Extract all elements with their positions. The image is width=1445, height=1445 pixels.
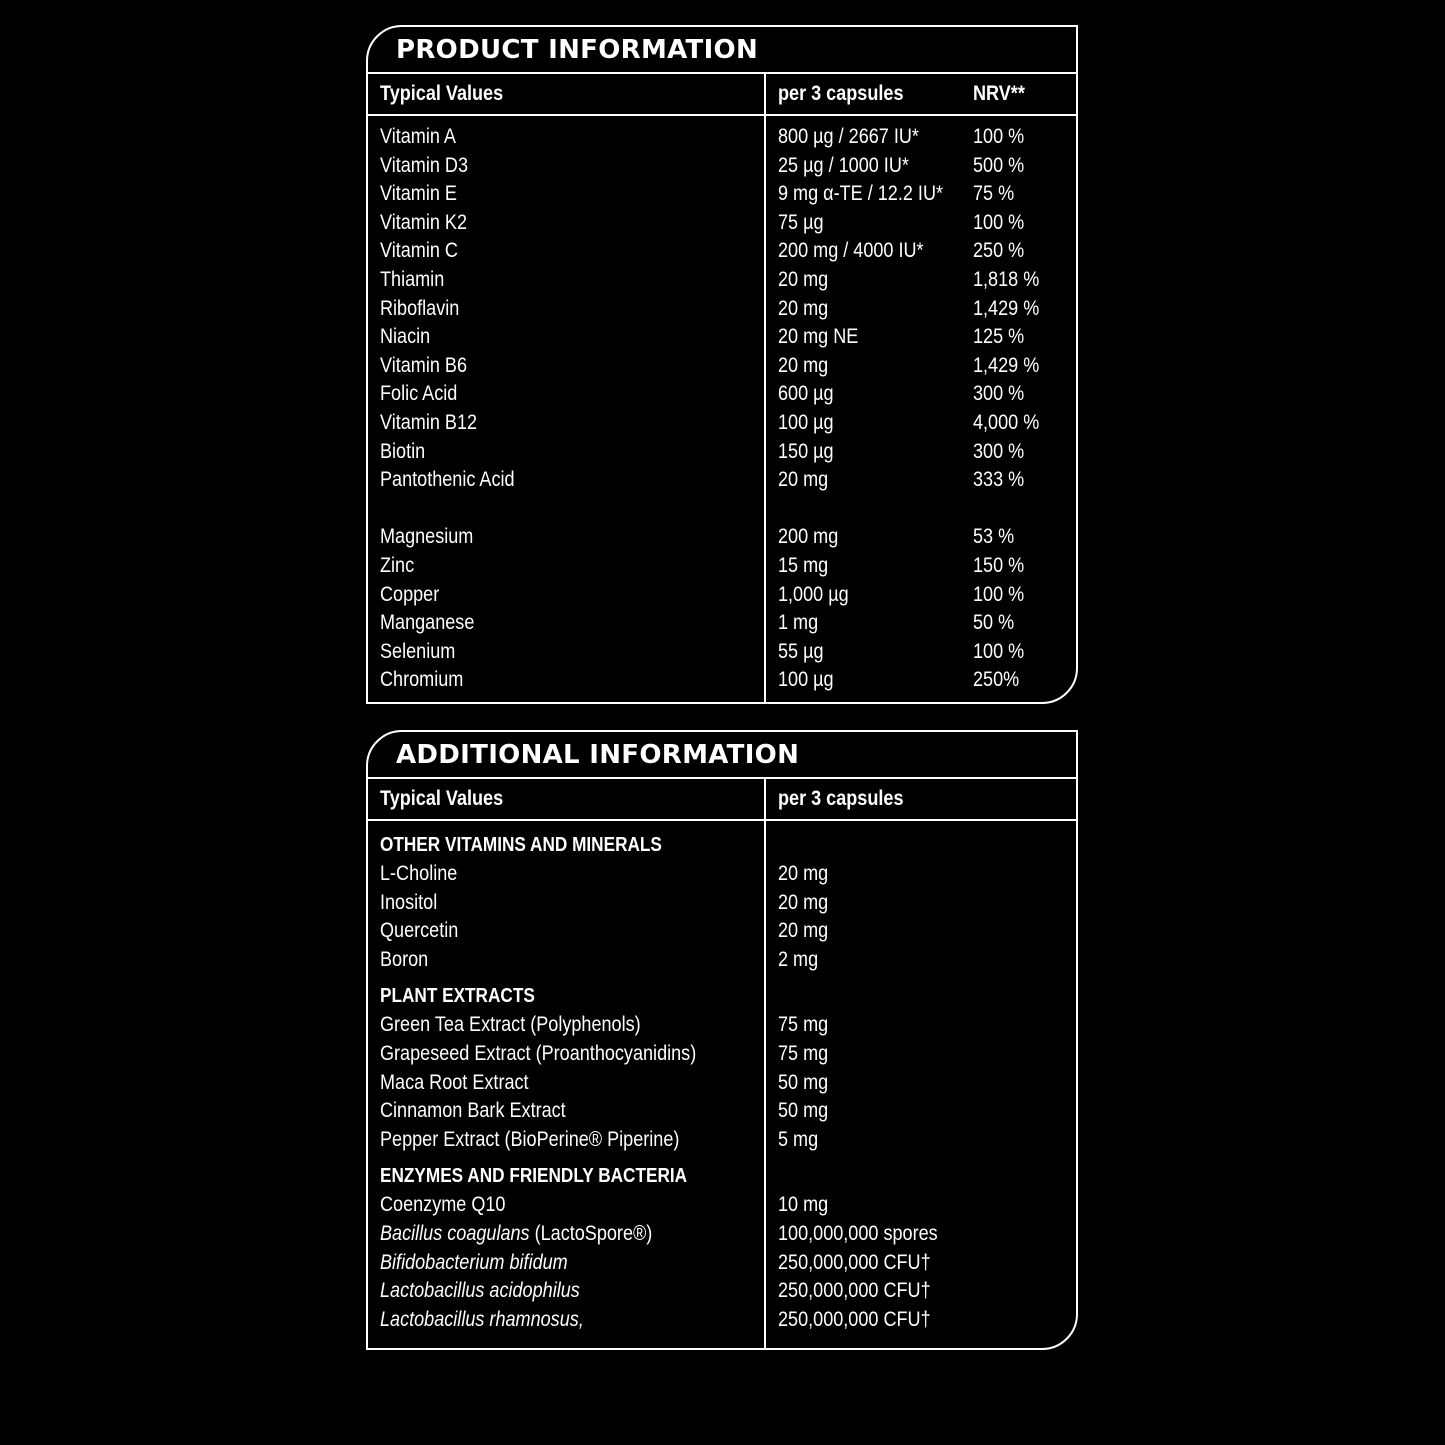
ingredient-amount: 50 mg xyxy=(778,1099,829,1123)
section-heading-label: OTHER VITAMINS AND MINERALS xyxy=(380,834,662,856)
product-header-row xyxy=(368,74,1076,116)
additional-rows xyxy=(368,821,1076,1334)
nutrient-nrv: 125 % xyxy=(973,325,1025,349)
nutrient-amount: 20 mg NE xyxy=(778,325,859,349)
nutrient-row xyxy=(368,295,1076,324)
nutrient-nrv: 75 % xyxy=(973,182,1015,206)
section-heading xyxy=(368,982,1076,1011)
ingredient-amount: 10 mg xyxy=(778,1193,829,1217)
nutrient-name: Copper xyxy=(380,582,440,606)
nutrient-amount: 1 mg xyxy=(778,611,819,635)
nutrient-row xyxy=(368,123,1076,152)
nutrient-amount: 20 mg xyxy=(778,468,829,492)
section-spacer xyxy=(368,1154,1076,1162)
nutrient-amount: 600 µg xyxy=(778,382,834,406)
section-heading-label: ENZYMES AND FRIENDLY BACTERIA xyxy=(380,1165,688,1188)
section-heading-label: PLANT EXTRACTS xyxy=(380,985,535,1008)
nutrient-name: Pantothenic Acid xyxy=(380,468,515,492)
nutrient-nrv: 50 % xyxy=(973,611,1015,635)
nutrient-nrv: 100 % xyxy=(973,639,1025,663)
nutrient-nrv: 250 % xyxy=(973,239,1025,263)
ingredient-row xyxy=(368,1011,1076,1040)
nutrient-nrv: 4,000 % xyxy=(973,410,1040,434)
nutrient-name: Vitamin A xyxy=(380,125,456,148)
product-information-panel xyxy=(366,25,1078,704)
nutrient-amount: 100 µg xyxy=(778,668,834,692)
nutrient-name: Vitamin E xyxy=(380,182,457,206)
product-rows xyxy=(368,116,1076,695)
nutrient-name: Vitamin B6 xyxy=(380,353,468,377)
nutrient-row xyxy=(368,380,1076,409)
ingredient-amount: 250,000,000 CFU† xyxy=(778,1250,931,1274)
nutrient-row xyxy=(368,523,1076,552)
nutrient-row xyxy=(368,352,1076,381)
header-typical-values: Typical Values xyxy=(380,787,504,810)
nutrient-nrv: 500 % xyxy=(973,153,1025,177)
nutrient-row xyxy=(368,581,1076,610)
ingredient-amount: 250,000,000 CFU† xyxy=(778,1279,931,1303)
ingredient-name-italic: Lactobacillus acidophilus xyxy=(380,1279,580,1303)
ingredient-row xyxy=(368,1126,1076,1155)
ingredient-name: Quercetin xyxy=(380,919,459,943)
nutrient-nrv: 300 % xyxy=(973,439,1025,463)
section-heading xyxy=(368,1162,1076,1191)
nutrient-name: Folic Acid xyxy=(380,382,458,406)
nutrient-row xyxy=(368,266,1076,295)
row-spacer xyxy=(368,495,1076,524)
product-information-title: PRODUCT INFORMATION xyxy=(368,27,1076,74)
header-nrv: NRV** xyxy=(973,82,1025,105)
ingredient-row xyxy=(368,1097,1076,1126)
additional-information-panel xyxy=(366,730,1078,1350)
nutrient-nrv: 53 % xyxy=(973,525,1015,549)
nutrient-amount: 20 mg xyxy=(778,296,829,320)
nutrient-amount: 200 mg xyxy=(778,525,839,549)
nutrient-name: Thiamin xyxy=(380,267,445,291)
ingredient-row xyxy=(368,1249,1076,1278)
nutrient-amount: 800 µg / 2667 IU* xyxy=(778,125,919,148)
nutrient-name: Riboflavin xyxy=(380,296,460,320)
ingredient-row xyxy=(368,946,1076,975)
ingredient-row xyxy=(368,1069,1076,1098)
ingredient-name-suffix: (LactoSpore®) xyxy=(529,1221,653,1245)
nutrient-name: Biotin xyxy=(380,439,426,463)
ingredient-name: Inositol xyxy=(380,890,438,914)
nutrient-amount: 9 mg α-TE / 12.2 IU* xyxy=(778,182,944,206)
nutrient-row xyxy=(368,152,1076,181)
nutrient-row xyxy=(368,323,1076,352)
ingredient-name: Grapeseed Extract (Proanthocyanidins) xyxy=(380,1041,697,1065)
ingredient-amount: 20 mg xyxy=(778,919,829,943)
ingredient-row xyxy=(368,889,1076,918)
nutrient-name: Chromium xyxy=(380,668,464,692)
nutrient-nrv: 1,818 % xyxy=(973,267,1040,291)
ingredient-name: Boron xyxy=(380,947,429,971)
ingredient-amount: 50 mg xyxy=(778,1070,829,1094)
ingredient-amount: 20 mg xyxy=(778,890,829,914)
ingredient-row xyxy=(368,1040,1076,1069)
nutrient-amount: 20 mg xyxy=(778,353,829,377)
nutrient-nrv: 100 % xyxy=(973,210,1025,234)
ingredient-row xyxy=(368,917,1076,946)
additional-information-title: ADDITIONAL INFORMATION xyxy=(368,732,1076,779)
ingredient-name xyxy=(380,1220,652,1249)
nutrient-name: Selenium xyxy=(380,639,456,663)
nutrient-nrv: 100 % xyxy=(973,582,1025,606)
nutrient-name: Vitamin K2 xyxy=(380,210,468,234)
ingredient-amount: 20 mg xyxy=(778,862,829,885)
nutrient-nrv: 1,429 % xyxy=(973,353,1040,377)
ingredient-name-italic: Bifidobacterium bifidum xyxy=(380,1250,568,1274)
ingredient-amount: 2 mg xyxy=(778,947,819,971)
ingredient-row xyxy=(368,1277,1076,1306)
header-per-3-capsules: per 3 capsules xyxy=(778,82,904,105)
nutrient-nrv: 300 % xyxy=(973,382,1025,406)
ingredient-amount: 5 mg xyxy=(778,1127,819,1151)
ingredient-row xyxy=(368,1306,1076,1335)
ingredient-row xyxy=(368,860,1076,889)
nutrient-row xyxy=(368,552,1076,581)
ingredient-name: Pepper Extract (BioPerine® Piperine) xyxy=(380,1127,680,1151)
additional-header-row xyxy=(368,779,1076,821)
ingredient-amount: 75 mg xyxy=(778,1013,829,1037)
nutrient-name: Vitamin D3 xyxy=(380,153,469,177)
ingredient-name xyxy=(380,1306,584,1335)
nutrient-row xyxy=(368,409,1076,438)
nutrient-name: Zinc xyxy=(380,553,415,577)
nutrient-nrv: 100 % xyxy=(973,125,1025,148)
ingredient-row xyxy=(368,1191,1076,1220)
ingredient-amount: 100,000,000 spores xyxy=(778,1221,938,1245)
ingredient-name: Maca Root Extract xyxy=(380,1070,529,1094)
nutrient-amount: 200 mg / 4000 IU* xyxy=(778,239,924,263)
nutrient-row xyxy=(368,180,1076,209)
nutrient-nrv: 333 % xyxy=(973,468,1025,492)
section-heading xyxy=(368,831,1076,860)
ingredient-row xyxy=(368,1220,1076,1249)
nutrient-nrv: 1,429 % xyxy=(973,296,1040,320)
nutrient-name: Vitamin B12 xyxy=(380,410,478,434)
header-typical-values: Typical Values xyxy=(380,82,504,105)
ingredient-name xyxy=(380,1249,568,1278)
section-spacer xyxy=(368,974,1076,982)
nutrient-row xyxy=(368,666,1076,695)
nutrient-row xyxy=(368,237,1076,266)
nutrient-row xyxy=(368,438,1076,467)
nutrient-amount: 20 mg xyxy=(778,267,829,291)
ingredient-name: Green Tea Extract (Polyphenols) xyxy=(380,1013,641,1037)
header-per-3-capsules: per 3 capsules xyxy=(778,787,904,810)
ingredient-name xyxy=(380,1277,580,1306)
nutrient-amount: 150 µg xyxy=(778,439,834,463)
ingredient-amount: 250,000,000 CFU† xyxy=(778,1307,931,1331)
ingredient-name-italic: Lactobacillus rhamnosus, xyxy=(380,1307,584,1331)
nutrient-nrv: 250% xyxy=(973,668,1020,692)
ingredient-name: L-Choline xyxy=(380,862,458,885)
nutrient-name: Vitamin C xyxy=(380,239,458,263)
ingredient-name: Coenzyme Q10 xyxy=(380,1193,506,1217)
ingredient-amount: 75 mg xyxy=(778,1041,829,1065)
nutrient-name: Niacin xyxy=(380,325,431,349)
nutrient-amount: 1,000 µg xyxy=(778,582,849,606)
nutrient-amount: 15 mg xyxy=(778,553,829,577)
nutrient-row xyxy=(368,466,1076,495)
nutrient-amount: 55 µg xyxy=(778,639,824,663)
ingredient-name-italic: Bacillus coagulans xyxy=(380,1221,530,1245)
nutrient-nrv: 150 % xyxy=(973,553,1025,577)
nutrient-amount: 75 µg xyxy=(778,210,824,234)
nutrient-name: Manganese xyxy=(380,611,475,635)
nutrient-name: Magnesium xyxy=(380,525,474,549)
ingredient-name: Cinnamon Bark Extract xyxy=(380,1099,566,1123)
nutrient-amount: 25 µg / 1000 IU* xyxy=(778,153,909,177)
nutrient-row xyxy=(368,638,1076,667)
nutrient-row xyxy=(368,609,1076,638)
nutrient-amount: 100 µg xyxy=(778,410,834,434)
nutrient-row xyxy=(368,209,1076,238)
